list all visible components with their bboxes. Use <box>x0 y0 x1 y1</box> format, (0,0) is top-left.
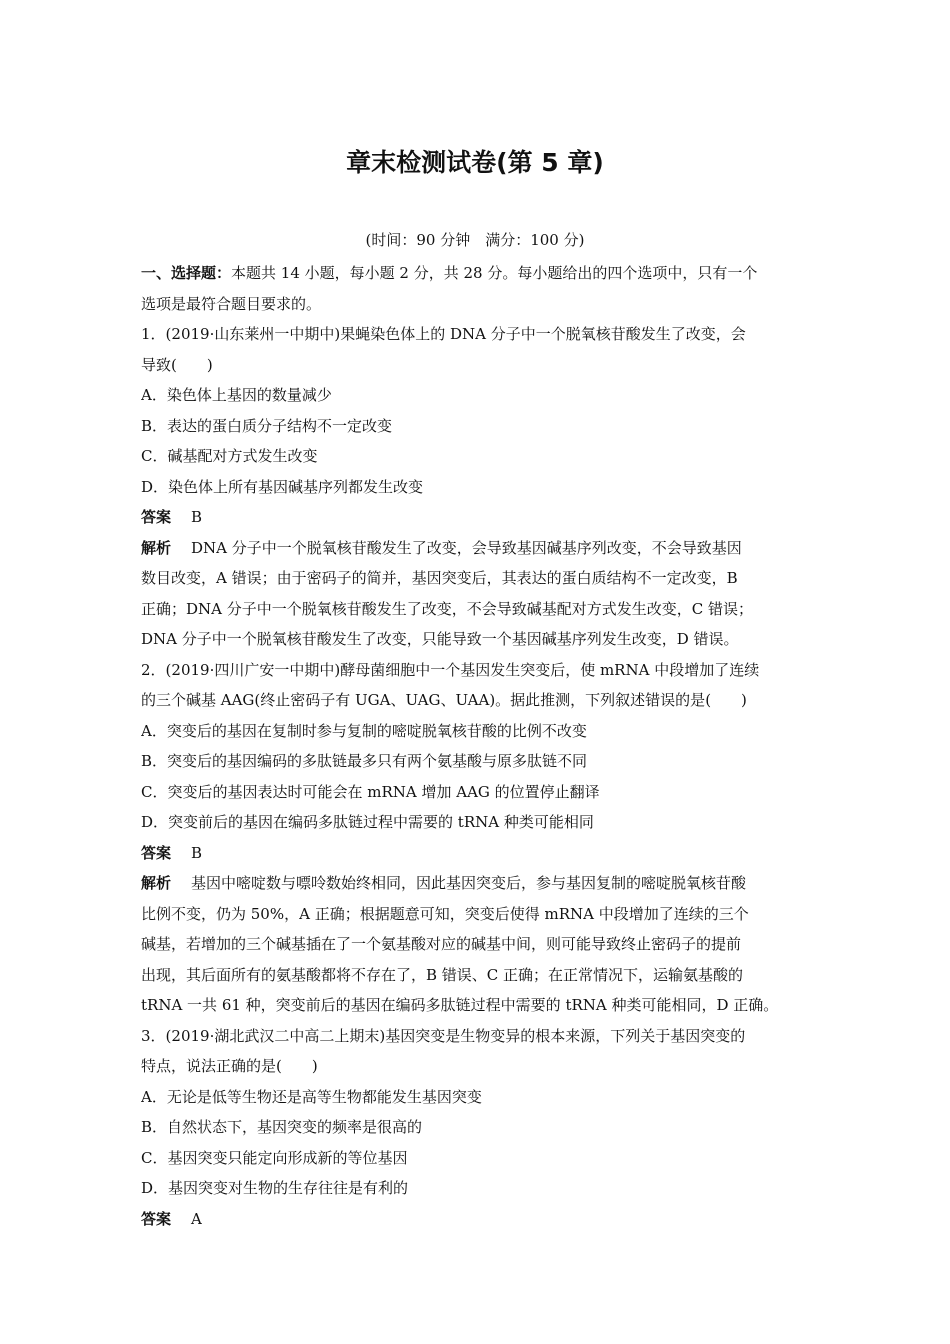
q2-answer-value: B <box>191 843 203 862</box>
q1-option-d: D．染色体上所有基因碱基序列都发生改变 <box>141 477 424 496</box>
q3-option-d: D．基因突变对生物的生存往往是有利的 <box>141 1179 409 1197</box>
q1-analysis-line: 数目改变，A 错误；由于密码子的简并，基因突变后，其表达的蛋白质结构不一定改变，B <box>141 569 738 587</box>
q3-stem-cont: 特点，说法正确的是( ) <box>141 1057 318 1075</box>
q2-answer <box>141 838 813 869</box>
q2-analysis-line: 基因中嘧啶数与嘌呤数始终相同，因此基因突变后，参与基因复制的嘧啶脱氧核苷酸 <box>191 874 747 892</box>
section-text-cont: 选项是最符合题目要求的。 <box>141 294 322 313</box>
q2-analysis-line: 碱基，若增加的三个碱基插在了一个氨基酸对应的碱基中间，则可能导致终止密码子的提前 <box>141 935 742 953</box>
q2-stem-cont: 的三个碱基 AAG(终止密码子有 UGA、UAG、UAA)。据此推测，下列叙述错误的是( ) <box>141 691 747 709</box>
answer-label: 答案 <box>141 508 172 526</box>
q3-option-c: C．基因突变只能定向形成新的等位基因 <box>141 1148 408 1167</box>
q1-analysis-line: DNA 分子中一个脱氧核苷酸发生了改变，只能导致一个基因碱基序列发生改变，D 错误。 <box>141 630 739 648</box>
q2-analysis-line: 比例不变，仍为 50%，A 正确；根据题意可知，突变后使得 mRNA 中段增加了连续的三个 <box>141 904 749 923</box>
q1-analysis-line: 正确；DNA 分子中一个脱氧核苷酸发生了改变，不会导致碱基配对方式发生改变，C 错误； <box>141 599 754 618</box>
q2-option-d: D．突变前后的基因在编码多肽链过程中需要的 tRNA 种类可能相同 <box>141 813 594 831</box>
q1-answer-value: B <box>191 508 203 526</box>
answer-label: 答案 <box>141 843 172 862</box>
q2-option-b: B．突变后的基因编码的多肽链最多只有两个氨基酸与原多肽链不同 <box>141 752 588 770</box>
section-heading <box>141 258 813 289</box>
section-label: 一、选择题： <box>141 264 232 282</box>
q2-analysis-line: 出现，其后面所有的氨基酸都将不存在了，B 错误、C 正确；在正常情况下，运输氨基酸的 <box>141 965 744 984</box>
q1-stem-cont: 导致( ) <box>141 355 213 374</box>
q3-answer <box>141 1204 813 1235</box>
section-text: 本题共 14 小题，每小题 2 分，共 28 分。每小题给出的四个选项中，只有一个 <box>231 264 758 282</box>
q2-analysis <box>141 868 813 899</box>
q3-stem: 3．(2019·湖北武汉二中高二上期末)基因突变是生物变异的根本来源，下列关于基因突变的 <box>141 1026 746 1045</box>
answer-label: 答案 <box>141 1209 172 1228</box>
q2-stem: 2．(2019·四川广安一中期中)酵母菌细胞中一个基因发生突变后，使 mRNA 中段增加了连续 <box>141 660 760 679</box>
q1-option-c: C．碱基配对方式发生改变 <box>141 447 318 465</box>
q1-stem: 1．(2019·山东莱州一中期中)果蝇染色体上的 DNA 分子中一个脱氧核苷酸发生了改变，会 <box>141 325 746 343</box>
exam-meta: (时间：90 分钟 满分：100 分) <box>365 231 585 249</box>
q2-option-c: C．突变后的基因表达时可能会在 mRNA 增加 AAG 的位置停止翻译 <box>141 782 600 801</box>
q1-answer <box>141 502 813 533</box>
q3-answer-value: A <box>191 1209 202 1228</box>
q1-option-a: A．染色体上基因的数量减少 <box>141 386 332 404</box>
q1-analysis-line: DNA 分子中一个脱氧核苷酸发生了改变，会导致基因碱基序列改变，不会导致基因 <box>191 538 742 557</box>
document-body <box>141 258 813 1234</box>
q1-analysis <box>141 533 813 564</box>
analysis-label: 解析 <box>141 538 172 557</box>
analysis-label: 解析 <box>141 874 172 892</box>
q2-option-a: A．突变后的基因在复制时参与复制的嘧啶脱氧核苷酸的比例不改变 <box>141 721 587 740</box>
q2-analysis-line: tRNA 一共 61 种，突变前后的基因在编码多肽链过程中需要的 tRNA 种类可能相同，D 正确。 <box>141 996 779 1014</box>
q3-option-b: B．自然状态下，基因突变的频率是很高的 <box>141 1118 423 1136</box>
q3-option-a: A．无论是低等生物还是高等生物都能发生基因突变 <box>141 1087 482 1106</box>
q1-option-b: B．表达的蛋白质分子结构不一定改变 <box>141 416 393 435</box>
page-title: 章末检测试卷(第 5 章) <box>346 148 604 177</box>
